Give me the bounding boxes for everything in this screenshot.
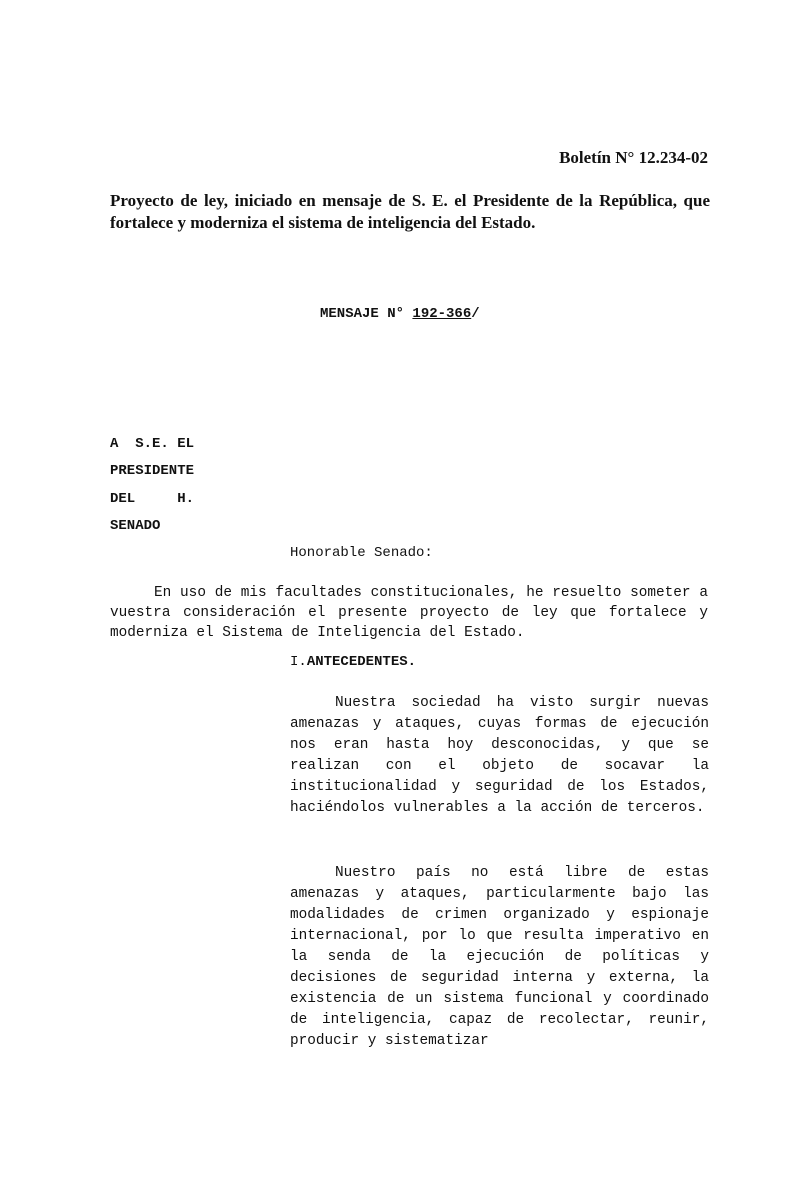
salutation: Honorable Senado:: [290, 545, 433, 561]
addressee-line-3: DEL H.: [110, 491, 195, 507]
bill-title: Proyecto de ley, iniciado en mensaje de S. E. el Presidente de la República, que fortalece y moderniza el sistema de inteligencia del Estado.: [110, 191, 710, 232]
body-paragraph-1: Nuestra sociedad ha visto surgir nuevas amenazas y ataques, cuyas formas de ejecución nos eran hasta hoy desconocidas, y que se realizan con el objeto de socavar la institucionalidad y seguridad de los Estados, haciéndolos vulnerables a la acción de terceros.: [290, 695, 709, 816]
section-title: ANTECEDENTES.: [306, 654, 417, 670]
intro-paragraph: En uso de mis facultades constitucionales, he resuelto someter a vuestra consideración el presente proyecto de ley que fortalece y moderniza el Sistema de Inteligencia del Estado.: [110, 585, 708, 641]
section-numeral: I.: [290, 654, 307, 670]
message-number: [320, 306, 480, 322]
message-number-value: 192-366: [412, 306, 472, 322]
section-heading: [290, 654, 416, 670]
addressee-line-1: A S.E. EL: [110, 436, 195, 452]
addressee-line-4: SENADO: [110, 518, 161, 534]
body-paragraph-2: Nuestro país no está libre de estas amenazas y ataques, particularmente bajo las modalidades de crimen organizado y espionaje internacional, por lo que resulta imperativo en la senda de la ejecución de políticas y decisiones de seguridad interna y externa, la existencia de un sistema funcional y coordinado de inteligencia, capaz de recolectar, reunir, producir y sistematizar: [290, 865, 709, 1049]
message-suffix: /: [471, 306, 480, 322]
message-prefix: MENSAJE N°: [320, 306, 413, 322]
addressee-line-2: PRESIDENTE: [110, 463, 195, 479]
bulletin-number: Boletín N° 12.234-02: [559, 148, 708, 167]
